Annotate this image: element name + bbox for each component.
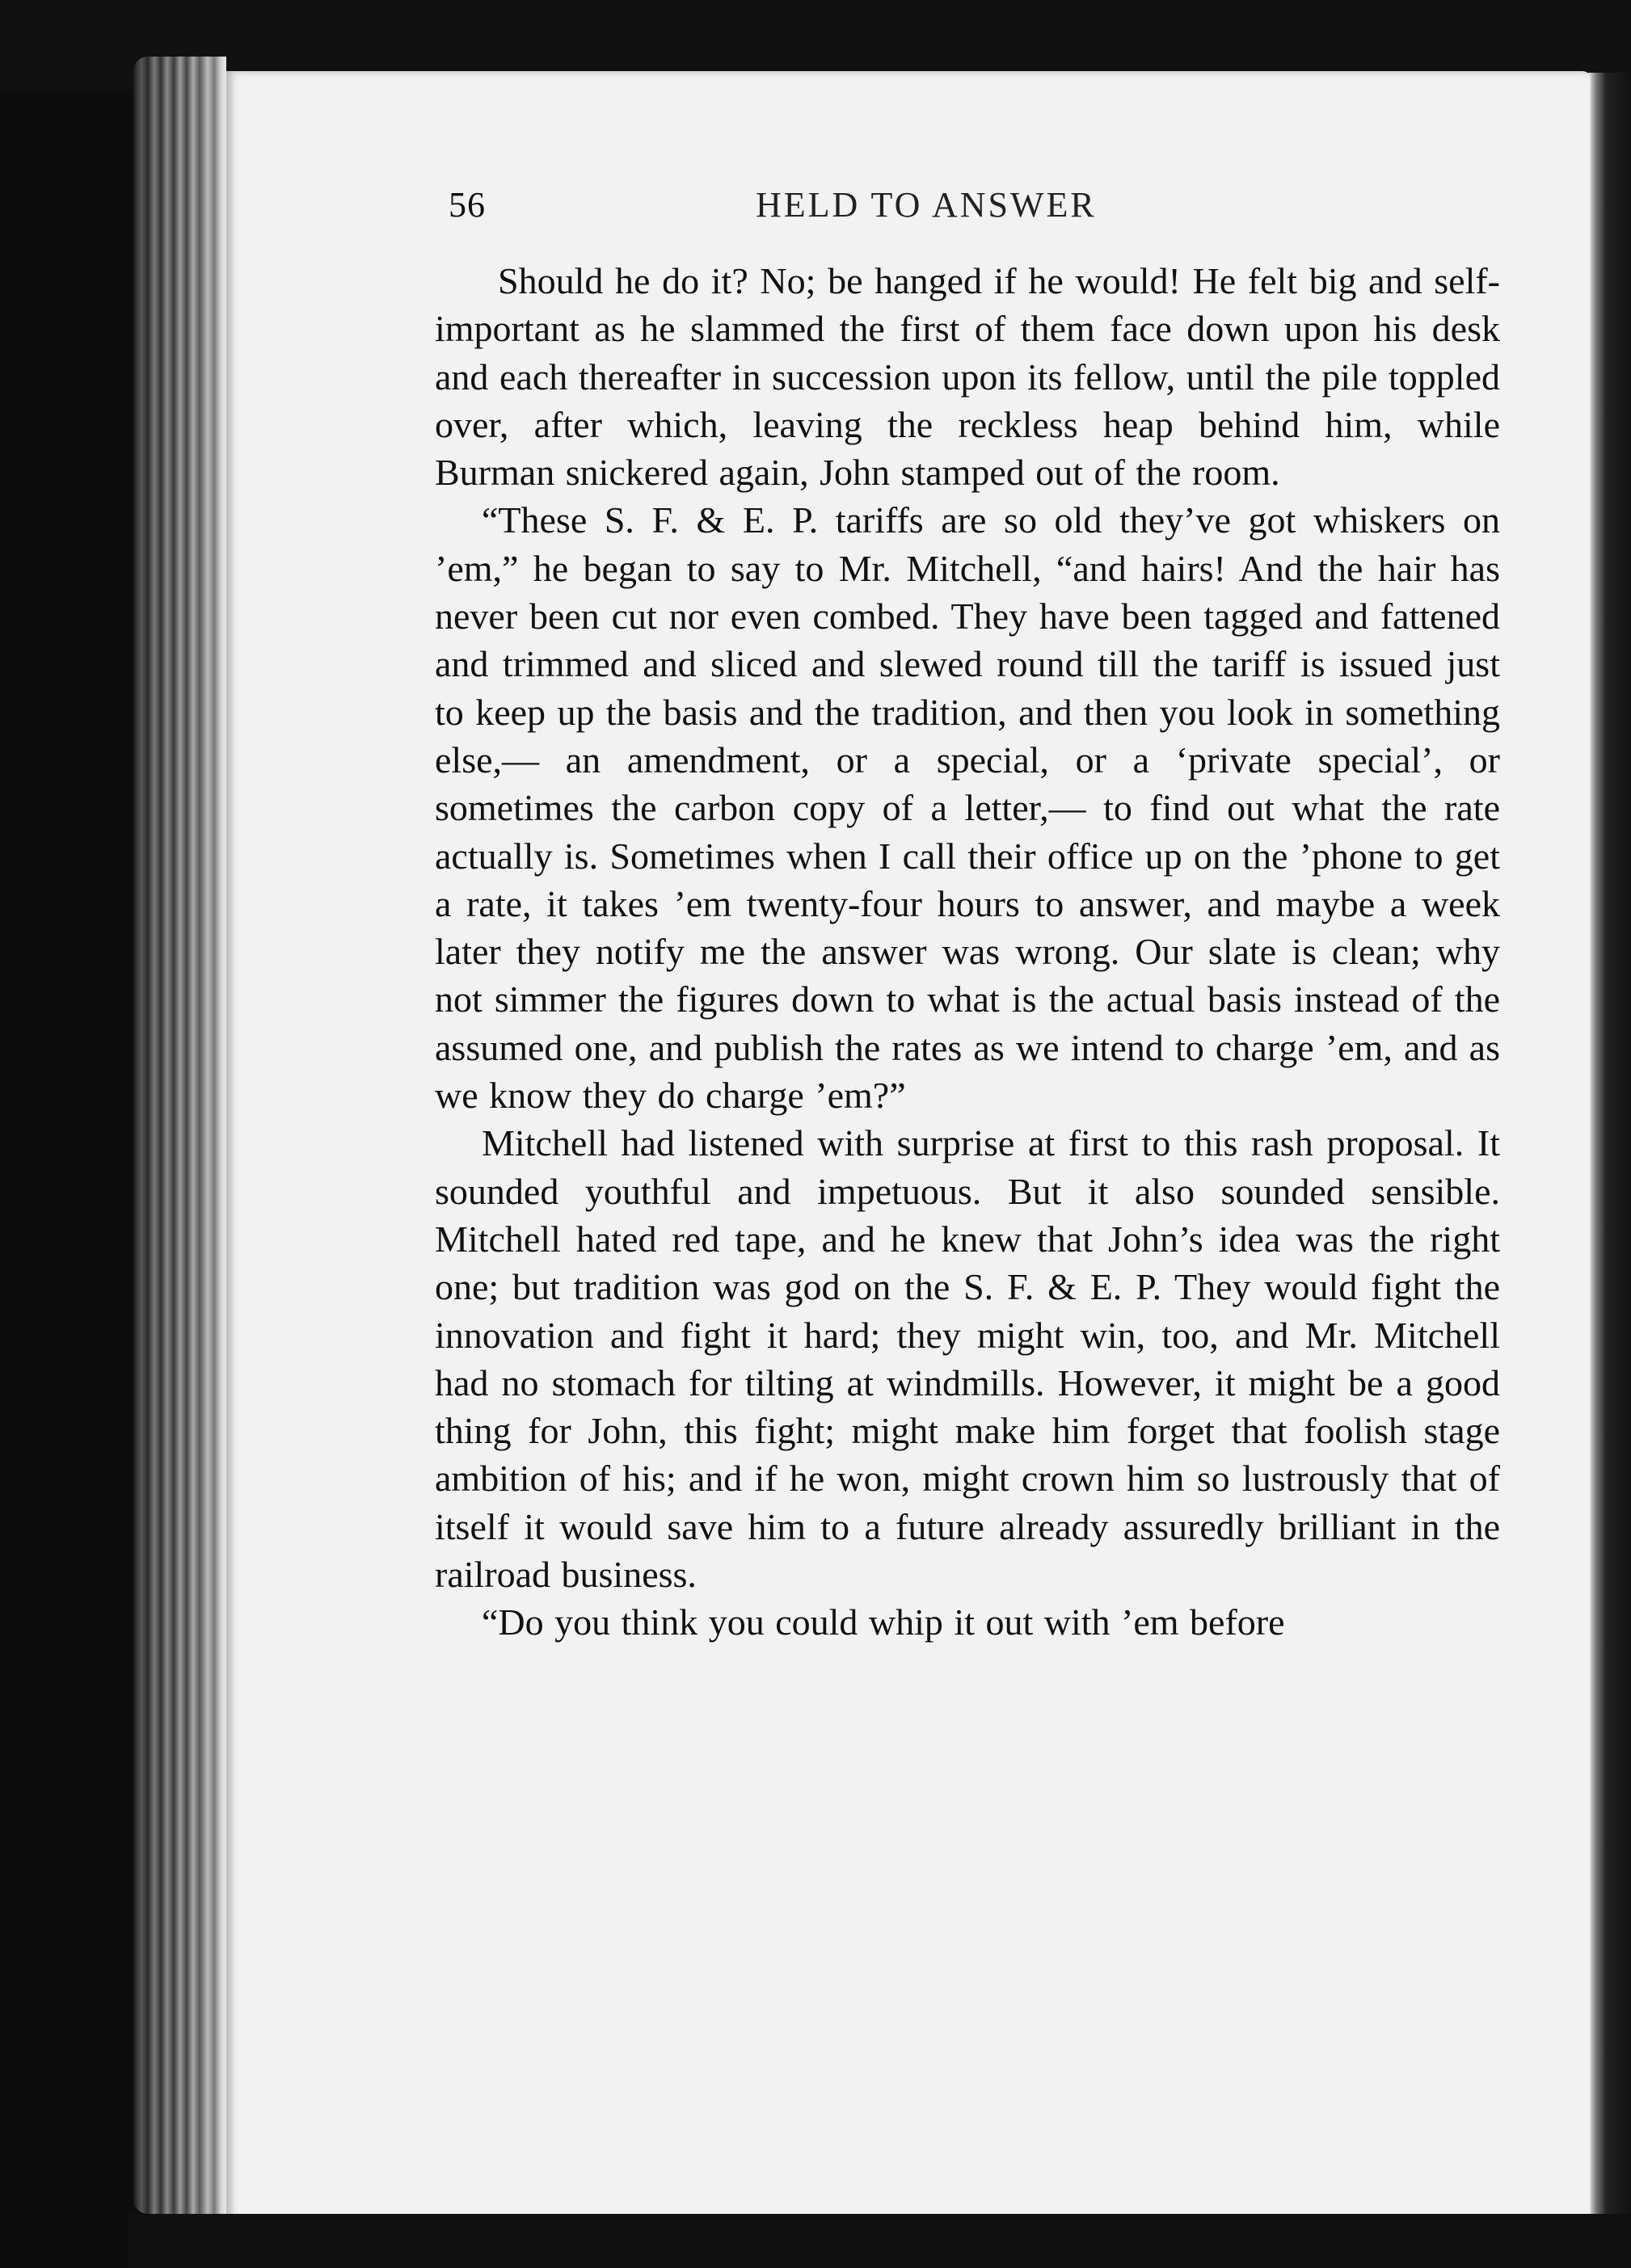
page-header — [449, 184, 1499, 241]
paragraph-3: Mitchell had listened with surprise at first to this rash proposal. It sounded youthful and impetuous. But it also sounded sensible. Mitchell hated red tape, and he knew that John’s idea was the right one; but tradition was god on the S. F. & E. P. They would fight the innovation and fight it hard; they might win, too, and Mr. Mitchell had no stomach for tilting at windmills. However, it might be a good thing for John, this fight; might make him forget that foolish stage ambition of his; and if he won, might crown him so lustrously that of itself it would save him to a future already assuredly brilliant in the railroad business. — [435, 1122, 1500, 1596]
paragraph-1: Should he do it? No; be hanged if he would! He felt big and self-important as he slammed the first of them face down upon his desk and each thereafter in succession upon its fellow, until the pile toppled over, after which, leaving the reckless heap behind him, while Burman snickered again, John stamped out of the room. — [435, 260, 1500, 494]
body-text — [435, 257, 1500, 1647]
paragraph-2: “These S. F. & E. P. tariffs are so old they’ve got whiskers on ’em,” he began to say to Mr. Mitchell, “and hairs! And the hair has never been cut nor even combed. They have been tagged and fattened and trimmed and sliced and slewed round till the tariff is issued just to keep up the basis and the tradition, and then you look in something else,— an amendment, or a special, or a ‘private special’, or sometimes the carbon copy of a letter,— to find out what the rate actually is. Sometimes when I call their office up on the ’phone to get a rate, it takes ’em twenty-four hours to answer, and maybe a week later they notify me the answer was wrong. Our slate is clean; why not simmer the figures down to what is the actual basis instead of the assumed one, and publish the rates as we intend to charge ’em, and as we know they do charge ’em?” — [435, 499, 1500, 1117]
paragraph-4: “Do you think you could whip it out with ’em before — [482, 1601, 1285, 1643]
scan-bottom-edge — [129, 2214, 1631, 2268]
book-spine-edge — [133, 57, 226, 2214]
running-head: HELD TO ANSWER — [756, 185, 1097, 225]
page-number: 56 — [449, 185, 486, 225]
page-right-edge — [1588, 73, 1631, 2268]
